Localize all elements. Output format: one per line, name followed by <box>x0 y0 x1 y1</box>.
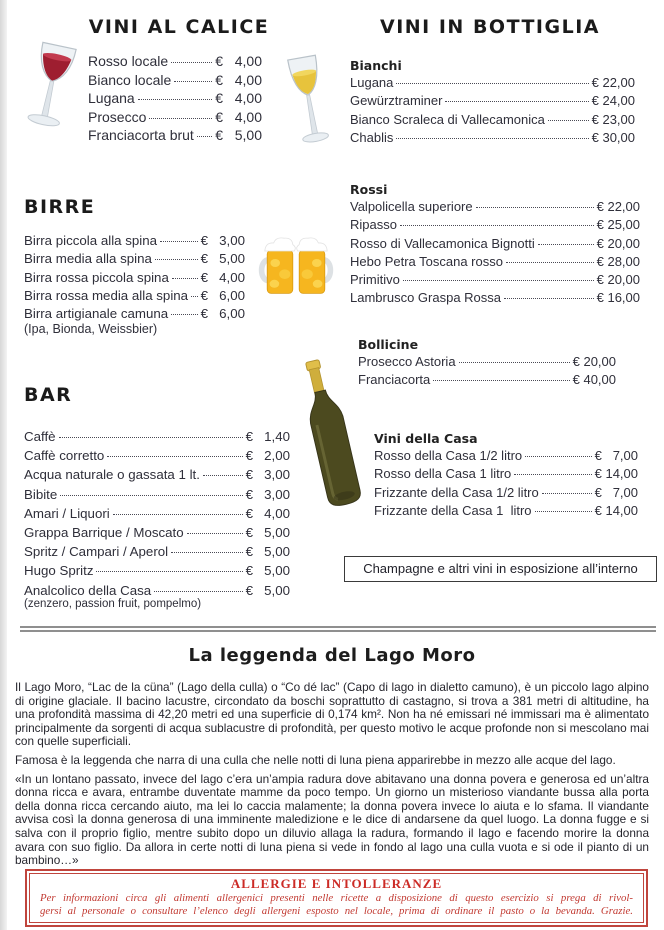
item-name: Valpolicella superiore <box>350 199 473 214</box>
menu-item-row <box>88 126 262 145</box>
bianchi-list <box>350 74 635 147</box>
bollicine-list <box>358 353 616 390</box>
dotted-leader <box>476 207 594 208</box>
section-divider <box>20 626 656 632</box>
menu-item-row <box>350 289 640 307</box>
birre-note: (Ipa, Bionda, Weissbier) <box>24 322 158 336</box>
item-name: Rosso di Vallecamonica Bignotti <box>350 235 535 251</box>
item-name: Amari / Liquori <box>24 505 110 521</box>
item-price: € 5,00 <box>245 582 290 598</box>
menu-item-row <box>24 427 290 446</box>
dotted-leader <box>107 456 242 457</box>
dotted-leader <box>191 296 198 297</box>
item-price: € 22,00 <box>591 75 635 90</box>
dotted-leader <box>171 552 243 553</box>
legend-paragraph: Famosa è la leggenda che narra di una culla che nelle notti di luna piena apparirebbe in mezzo alle acque del lago. <box>15 752 616 767</box>
item-name: Birra rossa media alla spina <box>24 287 189 303</box>
legend-paragraph: «In un lontano passato, invece del lago c’era un’ampia radura dove abitavano una donna povera e generosa ed un’altra donna ricca e avara, entrambe duventate mamme da poco tempo. Un giorno un misterioso viandante bussa alla porta della donna ricca cercando aiuto, ma lei lo caccia malamente; la donna povera invece lo aiuta e lo sfama. Il viandante avvisa così la donna generosa di una imminente maledizione e le dice di andarsene da quel luogo. La donna fugge e si salva con il proprio figlio, mentre subito dopo un diluvio allaga la radura, formando il lago e facendo morire la donna avara con suo figlio. Da allora in certe notti di luna piena si vede in fondo al lago una culla vuota e si ode il pianto di un bambino…» <box>15 771 649 868</box>
page-edge-shadow <box>0 0 7 930</box>
dotted-leader <box>396 138 588 139</box>
item-price: € 5,00 <box>215 127 262 144</box>
menu-item-row <box>350 92 635 110</box>
subsection-title-bianchi: Bianchi <box>350 58 402 73</box>
item-price: € 25,00 <box>596 217 640 233</box>
dotted-leader <box>60 495 242 496</box>
menu-item-row <box>88 52 262 71</box>
dotted-leader <box>172 278 198 279</box>
allergy-title: ALLERGIE E INTOLLERANZE <box>230 876 443 891</box>
dotted-leader <box>149 118 212 119</box>
dotted-leader <box>187 533 243 534</box>
dotted-leader <box>445 101 588 102</box>
item-price: € 1,40 <box>245 429 290 444</box>
item-name: Franciacorta <box>358 372 431 388</box>
menu-item-row <box>374 447 638 465</box>
menu-item-row <box>358 353 616 371</box>
birre-list <box>24 232 245 323</box>
rossi-list <box>350 198 640 308</box>
menu-item-row <box>24 269 245 287</box>
rossi-section <box>350 181 640 308</box>
item-name: Prosecco Astoria <box>358 354 456 369</box>
bar-note: (zenzero, passion fruit, pompelmo) <box>24 598 202 610</box>
item-price: € 20,00 <box>596 235 640 251</box>
dotted-leader <box>459 362 570 363</box>
item-price: € 20,00 <box>596 272 640 288</box>
menu-item-row <box>374 502 638 520</box>
wine-glass-red-icon <box>12 37 91 136</box>
item-price: € 24,00 <box>591 93 635 109</box>
item-price: € 5,00 <box>200 251 245 267</box>
item-name: Hugo Spritz <box>24 563 94 579</box>
dotted-leader <box>197 136 212 137</box>
item-name: Birra rossa piccola spina <box>24 269 169 285</box>
item-price: € 4,00 <box>245 505 290 521</box>
item-price: € 5,00 <box>245 563 290 579</box>
item-name: Rosso locale <box>88 53 169 69</box>
dotted-leader <box>171 62 212 63</box>
menu-item-row <box>88 71 262 90</box>
menu-item-row <box>350 74 635 92</box>
item-price: € 16,00 <box>596 290 640 306</box>
dotted-leader <box>514 474 591 475</box>
dotted-leader <box>535 511 592 512</box>
item-name: Rosso della Casa 1 litro <box>374 466 512 482</box>
item-name: Bibite <box>24 486 58 502</box>
menu-item-row <box>24 250 245 268</box>
item-name: Hebo Petra Toscana rosso <box>350 253 503 269</box>
item-name: Birra artigianale camuna <box>24 306 169 322</box>
item-name: Spritz / Campari / Aperol <box>24 544 169 560</box>
item-price: € 4,00 <box>215 53 262 69</box>
dotted-leader <box>525 456 591 457</box>
dotted-leader <box>96 571 242 572</box>
item-name: Bianco Scraleca di Vallecamonica <box>350 111 545 127</box>
vini-della-casa-section <box>374 430 638 520</box>
subsection-title-bollicine: Bollicine <box>358 337 419 352</box>
dotted-leader <box>171 314 198 315</box>
item-price: € 3,00 <box>245 467 290 483</box>
allergy-text-line: gersi al personale o consultare l’elenco degli allergeni esposto nel locale, prima di ordinare il pasto o la bevanda. Grazie. <box>40 905 633 917</box>
menu-item-row <box>24 561 290 580</box>
subsection-title-vini-della-casa: Vini della Casa <box>374 431 478 446</box>
menu-item-row <box>374 484 638 502</box>
bianchi-section <box>350 57 635 147</box>
allergy-text-line: Per informazioni circa gli alimenti allergenici presenti nelle ricette a disposizione di questo esercizio si prega di rivol- <box>40 892 633 904</box>
menu-item-row <box>24 305 245 323</box>
item-price: € 23,00 <box>591 111 635 127</box>
dotted-leader <box>203 475 243 476</box>
dotted-leader <box>155 259 198 260</box>
legend-body <box>15 681 649 873</box>
vini-al-calice-list <box>88 52 262 145</box>
bollicine-section <box>358 336 616 390</box>
item-name: Prosecco <box>88 108 147 125</box>
item-price: € 14,00 <box>594 502 638 518</box>
item-price: € 2,00 <box>245 448 290 464</box>
dotted-leader <box>160 241 198 242</box>
item-price: € 4,00 <box>215 90 262 107</box>
allergy-box <box>25 869 648 927</box>
dotted-leader <box>433 380 569 381</box>
item-price: € 6,00 <box>200 306 245 322</box>
menu-item-row <box>24 446 290 465</box>
item-name: Rosso della Casa 1/2 litro <box>374 448 523 463</box>
beer-mugs-icon <box>256 226 336 300</box>
item-name: Franciacorta brut <box>88 127 194 144</box>
item-price: € 7,00 <box>594 448 638 463</box>
item-price: € 22,00 <box>596 199 640 214</box>
menu-item-row <box>350 129 635 147</box>
item-price: € 4,00 <box>200 269 245 285</box>
menu-item-row <box>374 465 638 483</box>
allergy-text <box>40 892 633 918</box>
vini-della-casa-list <box>374 447 638 520</box>
menu-item-row <box>350 271 640 289</box>
item-name: Primitivo <box>350 272 400 288</box>
menu-item-row <box>24 287 245 305</box>
item-price: € 40,00 <box>572 372 616 388</box>
item-name: Birra media alla spina <box>24 251 152 267</box>
item-name: Lugana <box>350 75 394 90</box>
dotted-leader <box>154 591 242 592</box>
allergy-box-inner <box>29 873 644 923</box>
item-price: € 20,00 <box>572 354 616 369</box>
menu-item-row <box>24 581 290 600</box>
menu-item-row <box>24 542 290 561</box>
dotted-leader <box>138 99 213 100</box>
menu-item-row <box>350 111 635 129</box>
dotted-leader <box>403 280 594 281</box>
dotted-leader <box>59 437 243 438</box>
menu-item-row <box>24 232 245 250</box>
item-name: Caffè <box>24 429 56 444</box>
legend-paragraph: Il Lago Moro, “Lac de la cüna” (Lago della culla) o “Co dé lac” (Capo di lago in dialetto camuno), è un piccolo lago alpino di origine glaciale. Il bacino lacustre, circondato da boschi soprattutto di castagno, si trova a 381 metri di altitudine, ha una profondità massima di 42,20 metri ed una superficie di 0,174 km². Non ha né emissari né immissari ma è alimentato principalmente da sorgenti di acqua sublacustre di profondità, per questo motivo le acque profonde non si mescolano mai con quelle superficiali. <box>15 680 649 749</box>
section-title-vini-in-bottiglia: VINI IN BOTTIGLIA <box>380 16 600 38</box>
item-price: € 14,00 <box>594 466 638 482</box>
item-price: € 5,00 <box>245 524 290 540</box>
item-name: Acqua naturale o gassata 1 lt. <box>24 467 200 483</box>
menu-item-row <box>24 504 290 523</box>
section-title-bar: BAR <box>24 384 73 406</box>
item-name: Ripasso <box>350 217 397 233</box>
item-name: Gewürztraminer <box>350 93 443 109</box>
dotted-leader <box>542 493 592 494</box>
item-name: Analcolico della Casa <box>24 582 152 598</box>
dotted-leader <box>174 81 212 82</box>
dotted-leader <box>506 262 594 263</box>
item-price: € 7,00 <box>594 484 638 500</box>
menu-item-row <box>350 216 640 234</box>
dotted-leader <box>113 514 243 515</box>
menu-item-row <box>358 371 616 389</box>
item-price: € 30,00 <box>591 129 635 145</box>
item-name: Bianco locale <box>88 71 172 88</box>
menu-item-row <box>88 89 262 108</box>
item-price: € 3,00 <box>200 233 245 248</box>
menu-item-row <box>350 198 640 216</box>
item-price: € 28,00 <box>596 253 640 269</box>
dotted-leader <box>548 120 589 121</box>
menu-item-row <box>350 235 640 253</box>
menu-item-row <box>350 253 640 271</box>
item-price: € 4,00 <box>215 108 262 125</box>
item-name: Birra piccola alla spina <box>24 233 158 248</box>
item-price: € 6,00 <box>200 287 245 303</box>
legend-title: La leggenda del Lago Moro <box>188 645 476 666</box>
dotted-leader <box>538 244 594 245</box>
item-name: Chablis <box>350 129 394 145</box>
item-name: Caffè corretto <box>24 448 105 464</box>
menu-item-row <box>24 523 290 542</box>
item-name: Frizzante della Casa 1/2 litro <box>374 484 539 500</box>
dotted-leader <box>504 298 594 299</box>
dotted-leader <box>396 83 588 84</box>
dotted-leader <box>400 225 594 226</box>
item-name: Lugana <box>88 90 135 107</box>
item-name: Lambrusco Graspa Rossa <box>350 290 502 306</box>
item-price: € 3,00 <box>245 486 290 502</box>
menu-item-row <box>24 465 290 484</box>
champagne-banner: Champagne e altri vini in esposizione all’interno <box>344 556 657 582</box>
item-name: Frizzante della Casa 1 litro <box>374 502 532 518</box>
item-name: Grappa Barrique / Moscato <box>24 524 184 540</box>
section-title-vini-al-calice: VINI AL CALICE <box>88 16 270 38</box>
subsection-title-rossi: Rossi <box>350 182 388 197</box>
wine-glass-white-icon <box>276 50 341 149</box>
section-title-birre: BIRRE <box>24 196 96 218</box>
menu-item-row <box>24 485 290 504</box>
bar-list <box>24 427 290 600</box>
item-price: € 4,00 <box>215 71 262 88</box>
menu-item-row <box>88 108 262 127</box>
item-price: € 5,00 <box>245 544 290 560</box>
